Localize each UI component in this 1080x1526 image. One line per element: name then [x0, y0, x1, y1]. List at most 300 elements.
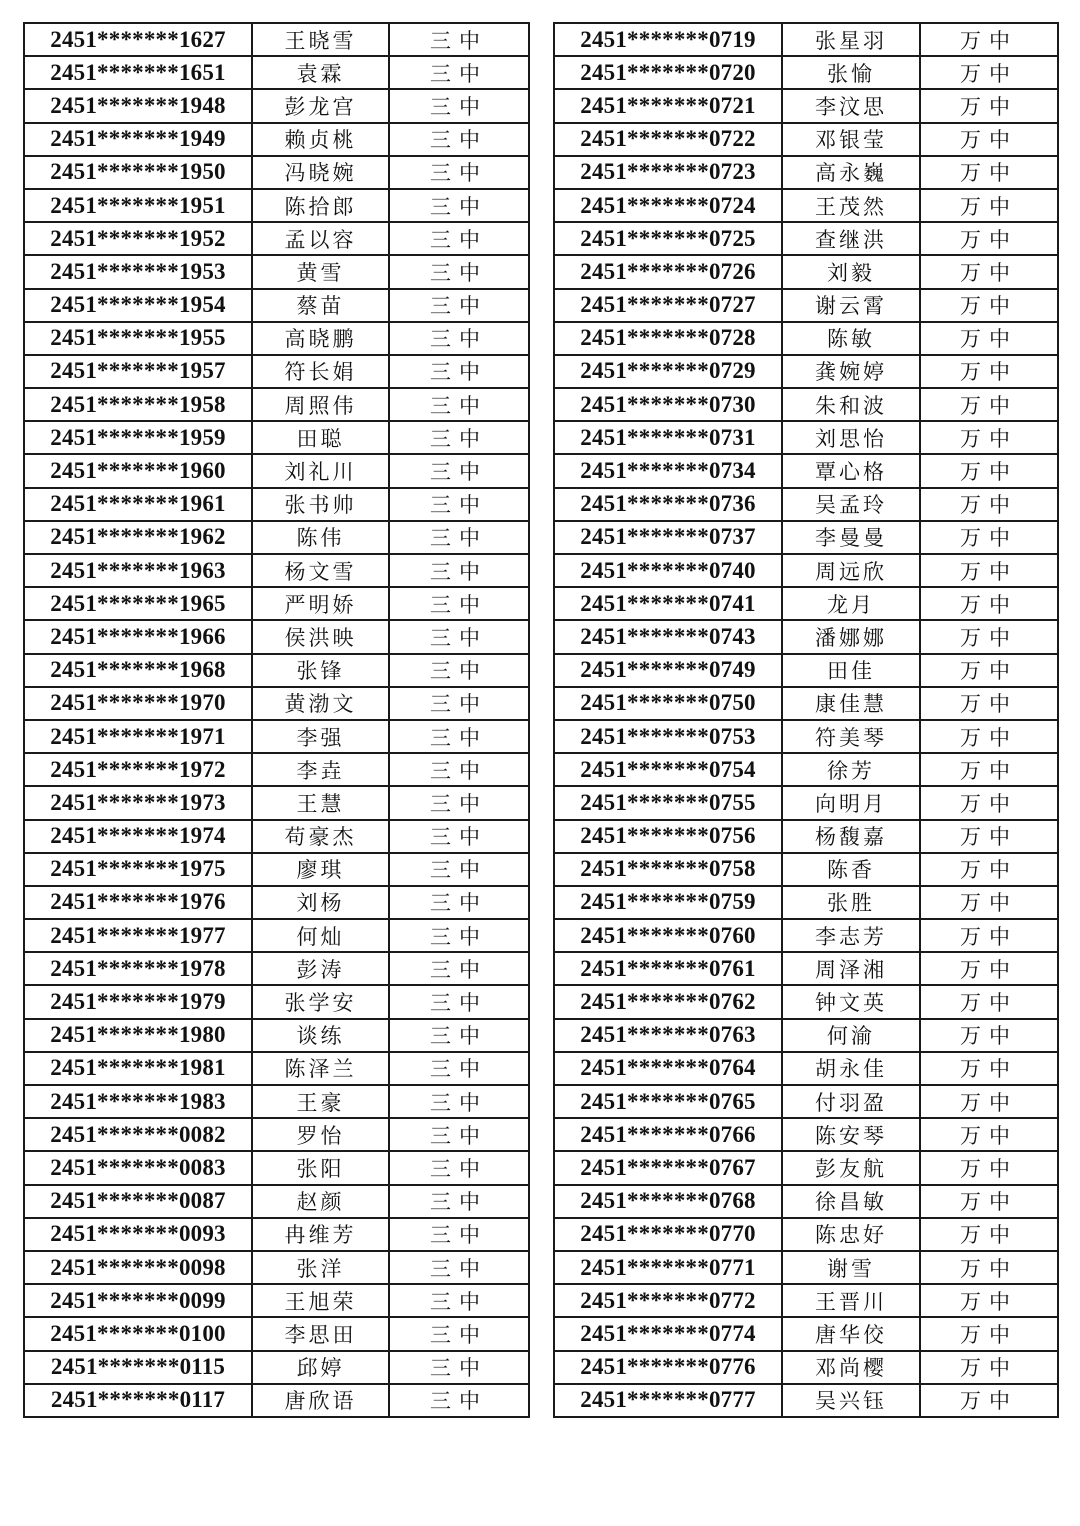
school-cell: 三中: [389, 687, 529, 720]
student-id-cell: 2451*******1963: [24, 554, 252, 587]
school-cell: 三中: [389, 1384, 529, 1417]
student-name-cell: 陈拾郎: [252, 189, 389, 222]
school-cell: 三中: [389, 388, 529, 421]
student-id-cell: 2451*******0758: [554, 853, 782, 886]
student-name-cell: 李强: [252, 720, 389, 753]
student-name-cell: 何渝: [782, 1019, 920, 1052]
school-cell: 万中: [920, 554, 1058, 587]
student-name-cell: 李志芳: [782, 919, 920, 952]
student-name-cell: 张胜: [782, 886, 920, 919]
school-cell: 万中: [920, 521, 1058, 554]
student-id-cell: 2451*******1951: [24, 189, 252, 222]
school-cell: 万中: [920, 222, 1058, 255]
school-cell: 三中: [389, 654, 529, 687]
table-row: [24, 89, 529, 122]
student-id-cell: 2451*******1972: [24, 753, 252, 786]
school-cell: 万中: [920, 488, 1058, 521]
student-id-cell: 2451*******0753: [554, 720, 782, 753]
student-id-cell: 2451*******1978: [24, 952, 252, 985]
table-row: [24, 355, 529, 388]
student-name-cell: 潘娜娜: [782, 620, 920, 653]
school-cell: 万中: [920, 89, 1058, 122]
table-row: [24, 1052, 529, 1085]
student-name-cell: 廖琪: [252, 853, 389, 886]
table-row: [24, 1251, 529, 1284]
school-cell: 万中: [920, 1251, 1058, 1284]
table-row: [24, 654, 529, 687]
student-id-cell: 2451*******0768: [554, 1185, 782, 1218]
school-cell: 三中: [389, 123, 529, 156]
school-cell: 万中: [920, 289, 1058, 322]
school-cell: 三中: [389, 985, 529, 1018]
student-name-cell: 符长娟: [252, 355, 389, 388]
school-cell: 万中: [920, 853, 1058, 886]
table-row: [554, 1317, 1058, 1350]
school-cell: 万中: [920, 388, 1058, 421]
student-name-cell: 陈敏: [782, 322, 920, 355]
student-id-cell: 2451*******1976: [24, 886, 252, 919]
table-row: [554, 123, 1058, 156]
school-cell: 三中: [389, 1218, 529, 1251]
school-cell: 三中: [389, 786, 529, 819]
school-cell: 三中: [389, 1151, 529, 1184]
school-cell: 三中: [389, 1317, 529, 1350]
student-name-cell: 胡永佳: [782, 1052, 920, 1085]
student-id-cell: 2451*******0741: [554, 587, 782, 620]
student-name-cell: 付羽盈: [782, 1085, 920, 1118]
school-cell: 三中: [389, 322, 529, 355]
school-cell: 万中: [920, 1317, 1058, 1350]
school-cell: 万中: [920, 820, 1058, 853]
student-id-cell: 2451*******0776: [554, 1351, 782, 1384]
table-row: [24, 488, 529, 521]
school-cell: 万中: [920, 687, 1058, 720]
school-cell: 三中: [389, 521, 529, 554]
student-id-cell: 2451*******0762: [554, 985, 782, 1018]
school-cell: 三中: [389, 886, 529, 919]
table-row: [24, 421, 529, 454]
student-name-cell: 周照伟: [252, 388, 389, 421]
student-id-cell: 2451*******0093: [24, 1218, 252, 1251]
student-id-cell: 2451*******0743: [554, 620, 782, 653]
school-cell: 万中: [920, 654, 1058, 687]
student-name-cell: 向明月: [782, 786, 920, 819]
table-row: [554, 720, 1058, 753]
school-cell: 三中: [389, 421, 529, 454]
table-row: [554, 952, 1058, 985]
table-row: [24, 1351, 529, 1384]
table-row: [24, 156, 529, 189]
school-cell: 三中: [389, 1019, 529, 1052]
student-name-cell: 王茂然: [782, 189, 920, 222]
table-row: [24, 322, 529, 355]
student-name-cell: 孟以容: [252, 222, 389, 255]
table-row: [24, 289, 529, 322]
student-name-cell: 赖贞桃: [252, 123, 389, 156]
student-name-cell: 龚婉婷: [782, 355, 920, 388]
table-row: [554, 1185, 1058, 1218]
student-name-cell: 刘杨: [252, 886, 389, 919]
student-id-cell: 2451*******0774: [554, 1317, 782, 1350]
student-id-cell: 2451*******1958: [24, 388, 252, 421]
table-row: [554, 820, 1058, 853]
right-roster-body: [554, 23, 1058, 1417]
school-cell: 万中: [920, 421, 1058, 454]
student-name-cell: 田聪: [252, 421, 389, 454]
student-id-cell: 2451*******0100: [24, 1317, 252, 1350]
school-cell: 万中: [920, 454, 1058, 487]
table-row: [554, 853, 1058, 886]
table-row: [554, 23, 1058, 56]
school-cell: 万中: [920, 23, 1058, 56]
left-roster-body: [24, 23, 529, 1417]
student-id-cell: 2451*******0766: [554, 1118, 782, 1151]
table-row: [554, 189, 1058, 222]
table-row: [24, 952, 529, 985]
table-row: [554, 1218, 1058, 1251]
right-roster-table: [553, 22, 1059, 1418]
student-id-cell: 2451*******1960: [24, 454, 252, 487]
table-row: [554, 222, 1058, 255]
school-cell: 万中: [920, 322, 1058, 355]
table-row: [24, 1284, 529, 1317]
student-id-cell: 2451*******1950: [24, 156, 252, 189]
student-id-cell: 2451*******1949: [24, 123, 252, 156]
student-id-cell: 2451*******0728: [554, 322, 782, 355]
school-cell: 三中: [389, 23, 529, 56]
student-name-cell: 唐欣语: [252, 1384, 389, 1417]
table-row: [24, 919, 529, 952]
school-cell: 万中: [920, 985, 1058, 1018]
student-name-cell: 张学安: [252, 985, 389, 1018]
student-name-cell: 杨馥嘉: [782, 820, 920, 853]
student-name-cell: 赵颜: [252, 1185, 389, 1218]
student-name-cell: 周泽湘: [782, 952, 920, 985]
student-id-cell: 2451*******0765: [554, 1085, 782, 1118]
student-id-cell: 2451*******0729: [554, 355, 782, 388]
student-id-cell: 2451*******0099: [24, 1284, 252, 1317]
student-id-cell: 2451*******1651: [24, 56, 252, 89]
student-name-cell: 张洋: [252, 1251, 389, 1284]
student-id-cell: 2451*******0719: [554, 23, 782, 56]
table-row: [554, 89, 1058, 122]
table-row: [554, 1019, 1058, 1052]
school-cell: 万中: [920, 189, 1058, 222]
student-id-cell: 2451*******1970: [24, 687, 252, 720]
table-row: [554, 289, 1058, 322]
student-id-cell: 2451*******1974: [24, 820, 252, 853]
student-id-cell: 2451*******0730: [554, 388, 782, 421]
table-row: [554, 1284, 1058, 1317]
student-name-cell: 谢雪: [782, 1251, 920, 1284]
student-name-cell: 吴孟玲: [782, 488, 920, 521]
student-id-cell: 2451*******1948: [24, 89, 252, 122]
student-id-cell: 2451*******0755: [554, 786, 782, 819]
school-cell: 三中: [389, 355, 529, 388]
school-cell: 万中: [920, 56, 1058, 89]
school-cell: 三中: [389, 156, 529, 189]
student-id-cell: 2451*******0737: [554, 521, 782, 554]
table-row: [554, 56, 1058, 89]
student-id-cell: 2451*******0117: [24, 1384, 252, 1417]
student-name-cell: 陈泽兰: [252, 1052, 389, 1085]
student-id-cell: 2451*******0772: [554, 1284, 782, 1317]
table-row: [554, 1384, 1058, 1417]
table-row: [554, 786, 1058, 819]
table-row: [24, 1185, 529, 1218]
school-cell: 三中: [389, 1351, 529, 1384]
table-row: [24, 687, 529, 720]
student-id-cell: 2451*******1981: [24, 1052, 252, 1085]
student-id-cell: 2451*******0727: [554, 289, 782, 322]
school-cell: 万中: [920, 1185, 1058, 1218]
student-name-cell: 符美琴: [782, 720, 920, 753]
student-id-cell: 2451*******1966: [24, 620, 252, 653]
student-id-cell: 2451*******1954: [24, 289, 252, 322]
student-name-cell: 黄雪: [252, 255, 389, 288]
student-name-cell: 刘思怡: [782, 421, 920, 454]
table-row: [24, 222, 529, 255]
table-row: [554, 919, 1058, 952]
student-id-cell: 2451*******0098: [24, 1251, 252, 1284]
student-id-cell: 2451*******0749: [554, 654, 782, 687]
student-id-cell: 2451*******0724: [554, 189, 782, 222]
school-cell: 三中: [389, 753, 529, 786]
student-name-cell: 徐昌敏: [782, 1185, 920, 1218]
school-cell: 三中: [389, 488, 529, 521]
table-row: [554, 255, 1058, 288]
student-name-cell: 彭龙宫: [252, 89, 389, 122]
school-cell: 三中: [389, 620, 529, 653]
table-row: [24, 587, 529, 620]
student-name-cell: 陈香: [782, 853, 920, 886]
student-name-cell: 严明娇: [252, 587, 389, 620]
table-row: [554, 620, 1058, 653]
student-name-cell: 谈练: [252, 1019, 389, 1052]
student-name-cell: 张星羽: [782, 23, 920, 56]
student-name-cell: 李垚: [252, 753, 389, 786]
student-name-cell: 刘礼川: [252, 454, 389, 487]
student-name-cell: 冉维芳: [252, 1218, 389, 1251]
student-id-cell: 2451*******1627: [24, 23, 252, 56]
student-name-cell: 周远欣: [782, 554, 920, 587]
table-row: [24, 388, 529, 421]
table-row: [554, 1351, 1058, 1384]
student-name-cell: 王豪: [252, 1085, 389, 1118]
student-id-cell: 2451*******0721: [554, 89, 782, 122]
table-row: [554, 1118, 1058, 1151]
school-cell: 三中: [389, 222, 529, 255]
student-id-cell: 2451*******1952: [24, 222, 252, 255]
student-id-cell: 2451*******0756: [554, 820, 782, 853]
school-cell: 三中: [389, 1251, 529, 1284]
student-name-cell: 冯晓婉: [252, 156, 389, 189]
table-row: [24, 255, 529, 288]
student-name-cell: 陈安琴: [782, 1118, 920, 1151]
student-name-cell: 张阳: [252, 1151, 389, 1184]
student-name-cell: 彭友航: [782, 1151, 920, 1184]
student-id-cell: 2451*******0087: [24, 1185, 252, 1218]
table-row: [24, 1019, 529, 1052]
student-id-cell: 2451*******0731: [554, 421, 782, 454]
school-cell: 万中: [920, 720, 1058, 753]
student-name-cell: 王晋川: [782, 1284, 920, 1317]
school-cell: 万中: [920, 1351, 1058, 1384]
school-cell: 三中: [389, 853, 529, 886]
school-cell: 万中: [920, 919, 1058, 952]
student-name-cell: 张书帅: [252, 488, 389, 521]
table-row: [554, 488, 1058, 521]
student-name-cell: 唐华佼: [782, 1317, 920, 1350]
student-id-cell: 2451*******0764: [554, 1052, 782, 1085]
school-cell: 万中: [920, 355, 1058, 388]
table-row: [554, 1151, 1058, 1184]
student-id-cell: 2451*******1977: [24, 919, 252, 952]
student-name-cell: 王旭荣: [252, 1284, 389, 1317]
school-cell: 万中: [920, 1151, 1058, 1184]
student-id-cell: 2451*******1965: [24, 587, 252, 620]
student-id-cell: 2451*******1953: [24, 255, 252, 288]
school-cell: 万中: [920, 753, 1058, 786]
table-row: [554, 886, 1058, 919]
left-roster-table: [23, 22, 530, 1418]
table-row: [24, 1317, 529, 1350]
student-id-cell: 2451*******0763: [554, 1019, 782, 1052]
student-name-cell: 查继洪: [782, 222, 920, 255]
student-name-cell: 谢云霄: [782, 289, 920, 322]
table-row: [24, 554, 529, 587]
school-cell: 万中: [920, 620, 1058, 653]
student-id-cell: 2451*******1971: [24, 720, 252, 753]
school-cell: 万中: [920, 1085, 1058, 1118]
student-name-cell: 袁霖: [252, 56, 389, 89]
student-id-cell: 2451*******0734: [554, 454, 782, 487]
table-row: [554, 654, 1058, 687]
table-row: [554, 687, 1058, 720]
student-name-cell: 侯洪映: [252, 620, 389, 653]
school-cell: 万中: [920, 1384, 1058, 1417]
table-row: [24, 720, 529, 753]
school-cell: 三中: [389, 554, 529, 587]
school-cell: 万中: [920, 255, 1058, 288]
school-cell: 三中: [389, 255, 529, 288]
student-name-cell: 高永巍: [782, 156, 920, 189]
student-name-cell: 高晓鹏: [252, 322, 389, 355]
student-name-cell: 邱婷: [252, 1351, 389, 1384]
student-id-cell: 2451*******0754: [554, 753, 782, 786]
school-cell: 三中: [389, 1185, 529, 1218]
table-row: [24, 820, 529, 853]
student-name-cell: 邓尚樱: [782, 1351, 920, 1384]
student-name-cell: 李思田: [252, 1317, 389, 1350]
student-id-cell: 2451*******0722: [554, 123, 782, 156]
student-name-cell: 张愉: [782, 56, 920, 89]
student-name-cell: 王晓雪: [252, 23, 389, 56]
student-name-cell: 罗怡: [252, 1118, 389, 1151]
table-row: [24, 521, 529, 554]
student-id-cell: 2451*******0767: [554, 1151, 782, 1184]
student-id-cell: 2451*******1957: [24, 355, 252, 388]
table-row: [554, 454, 1058, 487]
table-row: [24, 123, 529, 156]
table-row: [554, 1052, 1058, 1085]
school-cell: 三中: [389, 454, 529, 487]
table-row: [554, 753, 1058, 786]
table-row: [554, 985, 1058, 1018]
student-name-cell: 李曼曼: [782, 521, 920, 554]
school-cell: 万中: [920, 1052, 1058, 1085]
table-row: [554, 521, 1058, 554]
student-name-cell: 蔡苗: [252, 289, 389, 322]
table-row: [24, 23, 529, 56]
school-cell: 万中: [920, 1019, 1058, 1052]
student-name-cell: 陈忠好: [782, 1218, 920, 1251]
student-id-cell: 2451*******0771: [554, 1251, 782, 1284]
student-name-cell: 邓银莹: [782, 123, 920, 156]
student-id-cell: 2451*******1962: [24, 521, 252, 554]
school-cell: 三中: [389, 1284, 529, 1317]
student-name-cell: 何灿: [252, 919, 389, 952]
school-cell: 三中: [389, 1085, 529, 1118]
school-cell: 万中: [920, 587, 1058, 620]
student-name-cell: 徐芳: [782, 753, 920, 786]
school-cell: 三中: [389, 1052, 529, 1085]
table-row: [24, 1085, 529, 1118]
student-id-cell: 2451*******0750: [554, 687, 782, 720]
school-cell: 三中: [389, 289, 529, 322]
table-row: [554, 421, 1058, 454]
table-row: [554, 156, 1058, 189]
student-name-cell: 覃心格: [782, 454, 920, 487]
student-name-cell: 龙月: [782, 587, 920, 620]
table-row: [24, 1218, 529, 1251]
student-id-cell: 2451*******0761: [554, 952, 782, 985]
student-name-cell: 张锋: [252, 654, 389, 687]
school-cell: 万中: [920, 156, 1058, 189]
school-cell: 万中: [920, 952, 1058, 985]
school-cell: 万中: [920, 123, 1058, 156]
student-name-cell: 彭涛: [252, 952, 389, 985]
student-name-cell: 陈伟: [252, 521, 389, 554]
table-row: [24, 1384, 529, 1417]
school-cell: 万中: [920, 1118, 1058, 1151]
student-id-cell: 2451*******0720: [554, 56, 782, 89]
school-cell: 万中: [920, 886, 1058, 919]
student-id-cell: 2451*******1955: [24, 322, 252, 355]
school-cell: 万中: [920, 786, 1058, 819]
student-name-cell: 吴兴钰: [782, 1384, 920, 1417]
school-cell: 三中: [389, 720, 529, 753]
school-cell: 三中: [389, 1118, 529, 1151]
student-name-cell: 钟文英: [782, 985, 920, 1018]
student-name-cell: 朱和波: [782, 388, 920, 421]
school-cell: 三中: [389, 56, 529, 89]
school-cell: 三中: [389, 89, 529, 122]
school-cell: 万中: [920, 1284, 1058, 1317]
student-id-cell: 2451*******0082: [24, 1118, 252, 1151]
student-id-cell: 2451*******0760: [554, 919, 782, 952]
student-name-cell: 杨文雪: [252, 554, 389, 587]
school-cell: 三中: [389, 189, 529, 222]
table-row: [554, 1085, 1058, 1118]
table-row: [24, 985, 529, 1018]
student-id-cell: 2451*******0083: [24, 1151, 252, 1184]
student-name-cell: 黄渤文: [252, 687, 389, 720]
student-id-cell: 2451*******0723: [554, 156, 782, 189]
student-name-cell: 王慧: [252, 786, 389, 819]
school-cell: 三中: [389, 919, 529, 952]
student-id-cell: 2451*******0115: [24, 1351, 252, 1384]
